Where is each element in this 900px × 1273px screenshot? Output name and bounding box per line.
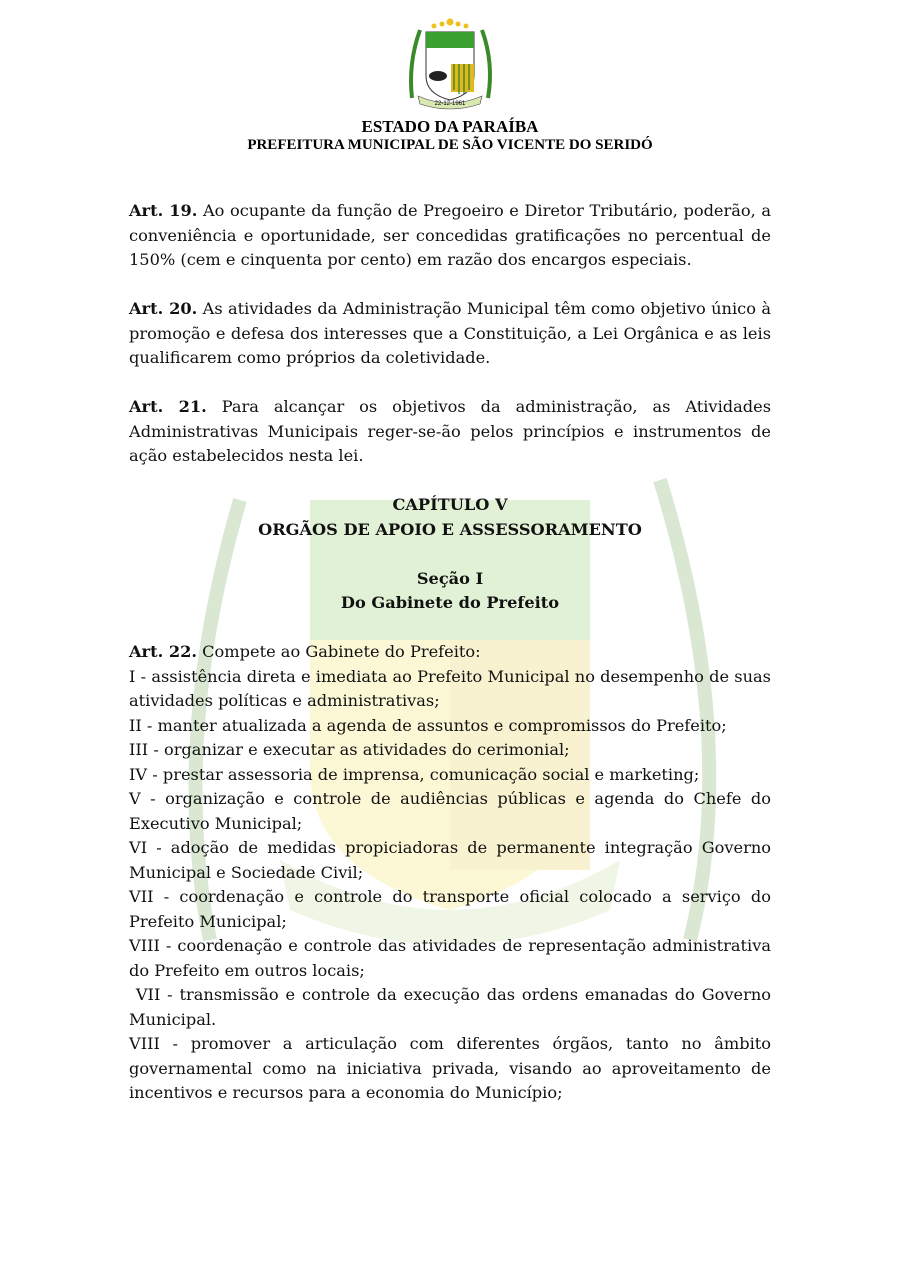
list-item: I - assistência direta e imediata ao Prefeito Municipal no desempenho de suas atividades políticas e administrativas; bbox=[129, 666, 771, 710]
article-20 bbox=[129, 297, 771, 371]
state-title: ESTADO DA PARAÍBA bbox=[361, 117, 539, 136]
chapter-subtitle: ORGÃOS DE APOIO E ASSESSORAMENTO bbox=[258, 519, 642, 539]
list-item: VII - coordenação e controle do transporte oficial colocado a serviço do Prefeito Municipal; bbox=[129, 887, 771, 931]
list-item: VIII - coordenação e controle das atividades de representação administrativa do Prefeito em outros locais; bbox=[129, 936, 771, 980]
list-item: VII - transmissão e controle da execução das ordens emanadas do Governo Municipal. bbox=[129, 985, 777, 1029]
article-text: Para alcançar os objetivos da administração, as Atividades Administrativas Municipais reger-se-ão pelos princípios e instrumentos de ação estabelecidos nesta lei. bbox=[129, 397, 772, 465]
section-subtitle: Do Gabinete do Prefeito bbox=[340, 593, 560, 612]
article-22 bbox=[129, 640, 771, 665]
list-item: VIII - promover a articulação com diferentes órgãos, tanto no âmbito governamental como na iniciativa privada, visando ao aproveitamento de incentivos e recursos para a economia do Município; bbox=[129, 1034, 771, 1102]
list-item: IV - prestar assessoria de imprensa, comunicação social e marketing; bbox=[129, 764, 700, 784]
article-text: As atividades da Administração Municipal têm como objetivo único à promoção e defesa dos interesses que a Constituição, a Lei Orgânica e as leis qualificarem como próprios da coletividade. bbox=[129, 299, 771, 367]
section-heading bbox=[129, 567, 771, 616]
article-text: Compete ao Gabinete do Prefeito: bbox=[197, 642, 481, 661]
article-label: Art. 21. bbox=[129, 397, 207, 416]
list-item: V - organização e controle de audiências públicas e agenda do Chefe do Executivo Municipal; bbox=[129, 789, 771, 833]
article-19 bbox=[129, 199, 771, 273]
list-item: VI - adoção de medidas propiciadoras de permanente integração Governo Municipal e Sociedade Civil; bbox=[129, 838, 771, 882]
list-item: II - manter atualizada a agenda de assuntos e compromissos do Prefeito; bbox=[129, 715, 727, 735]
article-label: Art. 20. bbox=[129, 299, 198, 318]
section-title: Seção I bbox=[416, 568, 484, 588]
emblem-date: 22-12-1961 bbox=[434, 101, 466, 107]
article-21 bbox=[129, 395, 771, 469]
article-label: Art. 22. bbox=[129, 642, 197, 661]
document-body bbox=[129, 199, 777, 1106]
list-item: III - organizar e executar as atividades do cerimonial; bbox=[129, 740, 570, 759]
municipality-title: PREFEITURA MUNICIPAL DE SÃO VICENTE DO SERIDÓ bbox=[247, 137, 653, 153]
coat-of-arms-logo bbox=[398, 18, 502, 112]
chapter-title: CAPÍTULO V bbox=[392, 495, 508, 514]
chapter-heading bbox=[129, 493, 771, 542]
article-text: Ao ocupante da função de Pregoeiro e Diretor Tributário, poderão, a conveniência e oportunidade, ser concedidas gratificações no percentual de 150% (cem e cinquenta por cento) em razão dos encargos especiais. bbox=[129, 201, 771, 269]
article-label: Art. 19. bbox=[129, 201, 198, 220]
